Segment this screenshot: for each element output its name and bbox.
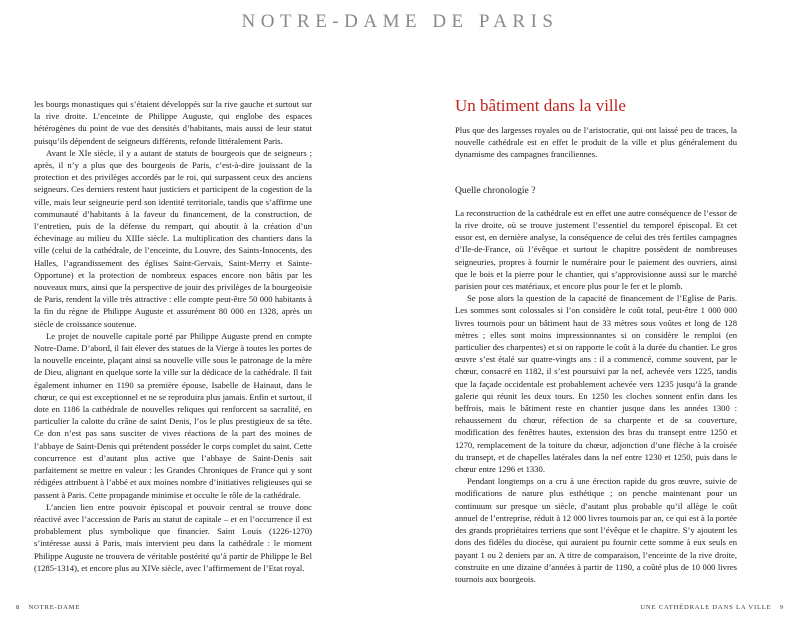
right-column [455,96,737,585]
left-paragraph-4: L’ancien lien entre pouvoir épiscopal et pouvoir central se trouve donc réactivé avec l’accession de Paris au statut de capitale – et en l’occurrence il est probablement plus symbolique que financier. Saint Louis (1226-1270) s’intéresse aussi à Paris, mais intervient peu dans la cathédrale : le moment Philippe Auguste ne trouvera de véritable postérité qu’à partir de Philippe le Bel (1285-1314), et encore plus au XIVe siècle, avec l’affirmement de l’Etat royal. [34,501,312,573]
right-footer-label: UNE CATHÉDRALE DANS LA VILLE [640,604,772,611]
left-footer-label: NOTRE-DAME [28,604,81,611]
left-page-number: 8 [16,604,21,611]
sub-heading: Quelle chronologie ? [455,184,536,196]
footer-right [640,604,790,611]
left-paragraph-1: les bourgs monastiques qui s’étaient développés sur la rive gauche et surtout sur la rive droite. L’enceinte de Philippe Auguste, qui englobe des espaces hétérogènes du point de vue des densités d’habitants, mais aussi de leur statut puisqu’ils dépendent de seigneurs différents, refonde littéralement Paris. [34,99,312,146]
left-column [34,98,312,574]
lead-paragraph: Plus que des largesses royales ou de l’aristocratie, qui ont laissé peu de traces, la nouvelle cathédrale est en effet le produit de la ville et plus généralement du dynamisme des campagnes franciliennes. [455,125,737,160]
right-paragraph-1: La reconstruction de la cathédrale est en effet une autre conséquence de l’essor de la rive droite, où se trouve justement l’essentiel du temporel épiscopal. Et cet essor est, en dernière analyse, la conséquence de celui des très fertiles campagnes d’Ile-de-France, où l’évêque et surtout le chapitre possèdent de nombreuses seigneuries, propres à fournir le numéraire pour le paiement des ouvriers, ainsi que le bois et la pierre pour le chantier, qui s’approvisionne aussi sur le marché parisien pour ces matériaux, et encore plus pour le fer et le plomb. [455,207,737,292]
running-head: NOTRE-DAME DE PARIS [241,11,559,32]
section-title: Un bâtiment dans la ville [455,96,626,115]
footer-left [10,604,80,611]
right-paragraph-2: Se pose alors la question de la capacité de financement de l’Eglise de Paris. Les sommes sont colossales si l’on considère le coût total, peut-être 1 000 000 livres tournois pour un bâtiment haut de 33 mètres sous voûtes et long de 128 mètres ; elles sont moins impressionnantes si on considère le remploi (en particulier des charpentes) et si on rapporte le coût à la durée du chantier. Le gros œuvre s’est étalé sur quatre-vingts ans : il a commencé, comme souvent, par le chœur, consacré en 1182, il s’est poursuivi par la nef, achevée vers 1225, tandis que la façade occidentale est probablement achevée vers 1235 jusqu’à la grande galerie qui réunit les deux tours. En 1250 les cloches sonnent enfin dans les beffrois, mais le bâtiment reste en chantier jusque dans les années 1300 : rehaussement du chœur, réfection de sa charpente et de sa couverture, modification des fenêtres hautes, extension des bras du transept entre 1250 et 1270, remplacement de la toiture du chœur, adjonction d’une flèche à la croisée du transept, et de chapelles latérales dans la nef entre 1230 et 1250, puis dans le chœur entre 1296 et 1330. [455,293,737,475]
left-paragraph-3: Le projet de nouvelle capitale porté par Philippe Auguste prend en compte Notre-Dame. D’abord, il fait élever des statues de la Vierge à toutes les portes de la nouvelle enceinte, plaçant ainsi sa nouvelle ville sous le patronage de la mère de Dieu, alignant en quelque sorte la ville sur la dédicace de la cathédrale. Il fait également inhumer en 1190 sa première épouse, Isabelle de Hainaut, dans le chœur, ce qui est exceptionnel et ne se reproduira plus jamais. Enfin et surtout, il dote en 1186 la cathédrale de nouvelles reliques qui renforcent sa sacralité, en particulier la calotte du crâne de saint Denis, l’os le plus prestigieux de sa tête. Ce don n’est pas sans susciter de vives réactions de la part des moines de l’abbaye de Saint-Denis qui prétendent posséder le corps complet du saint. Cette concurrence est d’autant plus active que l’abbaye de Saint-Denis sait parfaitement se mettre en valeur : les Grandes Chroniques de France qui y sont rédigées attribuent à l’abbé et aux moines nombre d’initiatives religieuses qui se passent à Paris. Cette propagande minimise et occulte le rôle de la cathédrale. [34,330,312,500]
left-paragraph-2: Avant le XIe siècle, il y a autant de statuts de bourgeois que de seigneurs ; après, il n’y a plus que des bourgeois de Paris, c’est-à-dire jouissant de la protection et des privilèges accordés par le roi, qui surpassent ceux des anciens seigneurs. Ces derniers restent haut justiciers et participent de la cogestion de la ville, mais leur seigneurie perd son identité territoriale, tandis que s’affirme une communauté d’habitants à la faveur du financement, de la construction, de l’entretien, puis de la défense du rempart, qui aboutit à la création d’un échevinage au milieu du XIIIe siècle. La multiplication des chantiers dans la ville (celui de la cathédrale, de l’enceinte, du Louvre, des Saints-Innocents, des Halles, l’agrandissement des églises Saint-Gervais, Saint-Merry et Sainte-Opportune) et la protection de nombreux espaces encore non bâtis par les nouveaux murs, ainsi que la perspective de jouir des privilèges de la bourgeoisie de Paris, rendent la ville très attractive : elle compte peut-être 50 000 habitants à la fin du règne de Philippe Auguste et assurément 80 000 en 1328, après un siècle de croissance soutenue. [34,147,312,329]
right-paragraph-3: Pendant longtemps on a cru à une érection rapide du gros œuvre, suivie de modifications de nature plus esthétique ; on penche maintenant pour un continuum sur presque un siècle, d’autant plus probable qu’il allège le coût annuel de l’entreprise, réduit à 12 000 livres tournois par an, ce qui est à la portée des grands propriétaires terriens que sont l’évêque et le chapitre. S’y ajoutent les dons des fidèles du diocèse, qui auraient pu fournir cette somme à eux seuls en payant 1 ou 2 deniers par an. A titre de comparaison, l’enceinte de la rive droite, construite en une dizaine d’années à partir de 1190, a coûté plus de 10 000 livres tournois aux bourgeois. [455,476,737,584]
right-page-number: 9 [779,604,784,611]
